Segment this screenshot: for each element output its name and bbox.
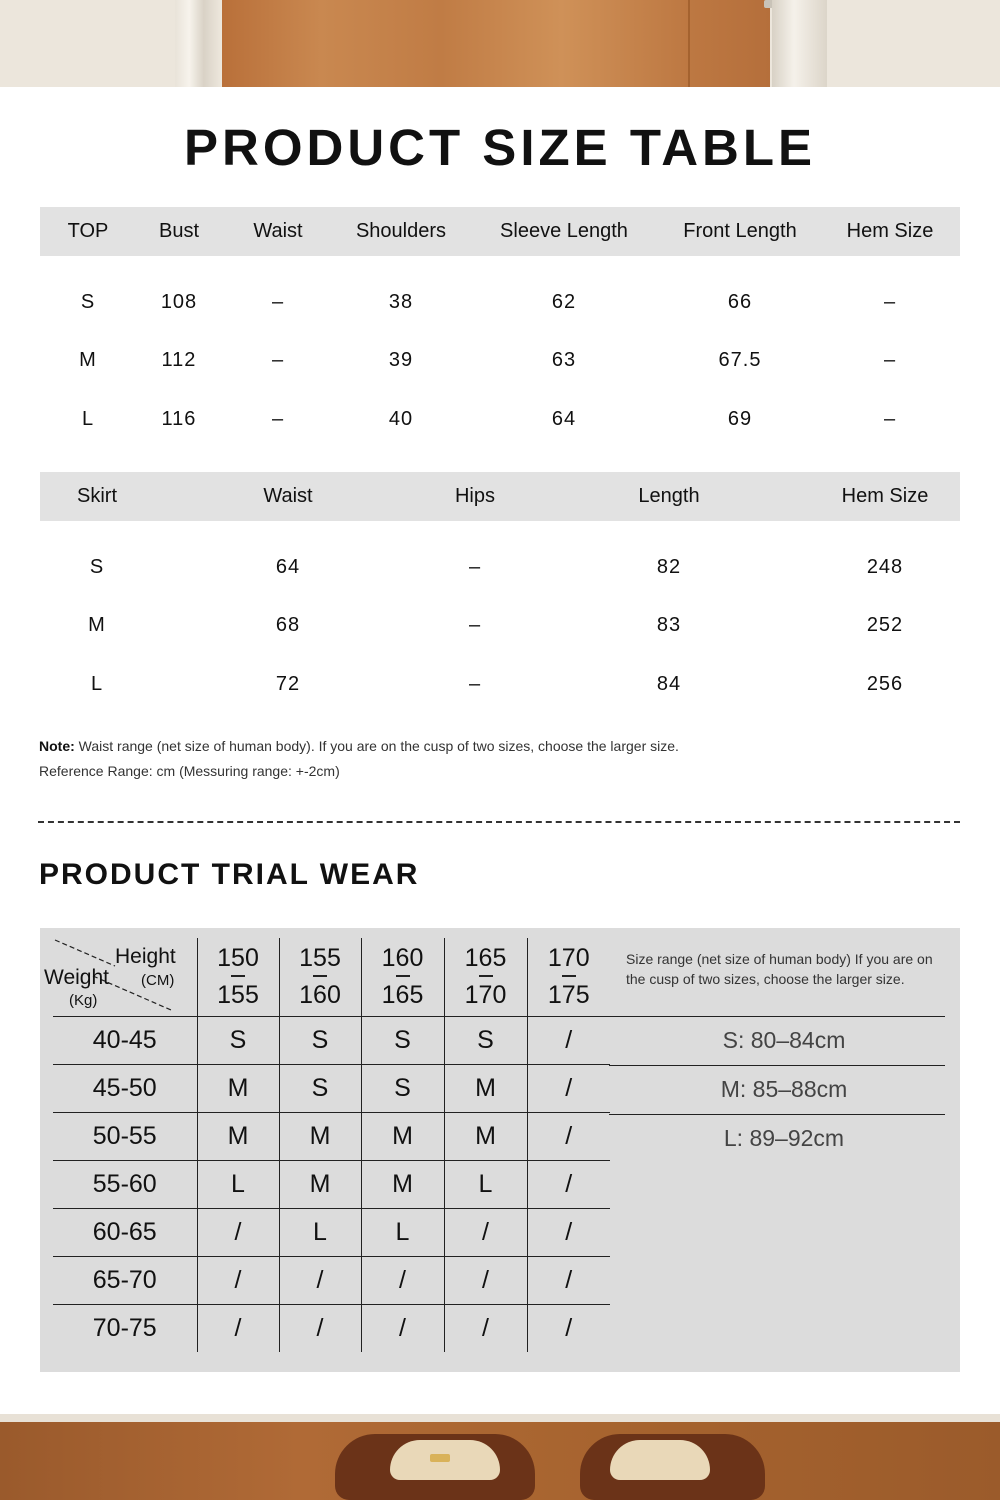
recommended-size-cell: / xyxy=(361,1305,444,1353)
recommended-size-cell: M xyxy=(444,1113,527,1161)
value-cell: 66 xyxy=(727,290,753,313)
recommended-size-cell: / xyxy=(197,1305,279,1353)
weight-range-cell: 55-60 xyxy=(53,1161,197,1209)
height-range-from: 160 xyxy=(381,944,424,973)
recommended-size-cell: L xyxy=(197,1161,279,1209)
header-cell: Sleeve Length xyxy=(468,207,660,256)
value-cell: – xyxy=(883,290,897,313)
table-row xyxy=(40,273,960,332)
recommended-size-cell: / xyxy=(279,1305,361,1353)
weight-row xyxy=(53,1305,610,1353)
shoe-buckle xyxy=(430,1454,450,1462)
value-cell: 72 xyxy=(275,672,301,695)
recommended-size-cell: S xyxy=(361,1065,444,1113)
header-cell: Hem Size xyxy=(810,472,960,521)
value-cell: 84 xyxy=(656,672,682,695)
value-cell: 82 xyxy=(656,555,682,578)
trial-wear-table xyxy=(44,938,610,1352)
value-cell: 256 xyxy=(866,672,904,695)
recommended-size-cell: L xyxy=(361,1209,444,1257)
height-range-header xyxy=(197,938,279,1017)
weight-range-cell: 65-70 xyxy=(53,1257,197,1305)
header-cell: Length xyxy=(528,472,810,521)
weight-range-cell: 70-75 xyxy=(92,1314,157,1342)
height-range-from: 170 xyxy=(547,944,590,973)
height-unit-label: (CM) xyxy=(141,972,175,989)
weight-row xyxy=(53,1017,610,1065)
recommended-size-cell: / xyxy=(527,1209,610,1257)
size-cell: S xyxy=(89,555,105,578)
height-range-to: 175 xyxy=(547,980,590,1009)
value-cell: 64 xyxy=(551,407,577,430)
recommended-size-cell: / xyxy=(527,1257,610,1305)
height-range-from: 150 xyxy=(217,944,259,973)
height-header-row xyxy=(53,938,610,1017)
recommended-size-cell: S xyxy=(361,1017,444,1065)
weight-unit-label: (Kg) xyxy=(69,992,98,1009)
note-text: Waist range (net size of human body). If you are on the cusp of two sizes, choose the larger size. xyxy=(74,738,679,754)
size-cell: S xyxy=(80,290,96,313)
side-divider xyxy=(609,1065,945,1066)
page-title: PRODUCT SIZE TABLE xyxy=(183,119,817,176)
table-row xyxy=(40,597,960,656)
recommended-size-cell: S xyxy=(279,1017,361,1065)
recommended-size-cell: M xyxy=(361,1113,444,1161)
value-cell: 67.5 xyxy=(718,349,762,372)
header-cell: Front Length xyxy=(660,207,820,256)
note-label: Note: xyxy=(39,738,75,754)
recommended-size-cell: M xyxy=(197,1065,279,1113)
size-cell: M xyxy=(88,614,106,637)
recommended-size-cell: M xyxy=(197,1113,279,1161)
door-frame-right xyxy=(772,0,827,87)
table-row xyxy=(40,390,960,449)
height-range-header xyxy=(361,938,444,1017)
loafer-shoe xyxy=(335,1434,535,1500)
header-cell: Shoulders xyxy=(334,207,468,256)
header-cell: Skirt xyxy=(40,472,154,521)
size-range-l: L: 89–92cm xyxy=(723,1125,845,1151)
wall-baseboard xyxy=(0,1414,1000,1422)
weight-row xyxy=(53,1065,610,1113)
weight-range-cell: 40-45 xyxy=(53,1017,197,1065)
height-range-header xyxy=(527,938,610,1017)
value-cell: 112 xyxy=(161,349,197,372)
top-photo-door xyxy=(0,0,1000,87)
recommended-size-cell: / xyxy=(527,1065,610,1113)
loafer-shoe xyxy=(580,1434,765,1500)
door-panel-line xyxy=(688,0,690,87)
height-range-from: 165 xyxy=(464,944,507,973)
corner-cell xyxy=(44,938,197,1017)
value-cell: 64 xyxy=(275,555,301,578)
recommended-size-cell: / xyxy=(197,1257,279,1305)
door-frame-left xyxy=(175,0,223,87)
height-range-from: 155 xyxy=(299,944,341,973)
value-cell: – xyxy=(883,407,897,430)
recommended-size-cell: M xyxy=(279,1113,361,1161)
value-cell: 248 xyxy=(866,555,904,578)
value-cell: 40 xyxy=(388,407,414,430)
weight-row xyxy=(53,1113,610,1161)
recommended-size-cell: / xyxy=(527,1161,610,1209)
value-cell: 39 xyxy=(388,349,414,372)
value-cell: 38 xyxy=(388,290,414,313)
height-axis-label: Height xyxy=(115,945,176,968)
value-cell: – xyxy=(468,614,482,637)
value-cell: – xyxy=(271,407,285,430)
weight-row xyxy=(53,1257,610,1305)
height-range-to: 155 xyxy=(217,980,259,1009)
size-range-m: M: 85–88cm xyxy=(720,1076,848,1102)
size-cell: L xyxy=(90,672,104,695)
height-range-header xyxy=(444,938,527,1017)
header-cell: TOP xyxy=(40,207,136,256)
recommended-size-cell: / xyxy=(444,1305,527,1353)
recommended-size-cell: M xyxy=(444,1065,527,1113)
reference-range-note: Reference Range: cm (Messuring range: +-2cm) xyxy=(39,763,340,779)
value-cell: 62 xyxy=(551,290,577,313)
header-cell: Hem Size xyxy=(820,207,960,256)
size-cell: L xyxy=(81,407,95,430)
value-cell: 83 xyxy=(656,614,682,637)
weight-range-cell: 50-55 xyxy=(53,1113,197,1161)
recommended-size-cell: / xyxy=(444,1257,527,1305)
top-size-table xyxy=(40,207,960,449)
recommended-size-cell: S xyxy=(279,1065,361,1113)
size-cell: M xyxy=(79,349,97,372)
skirt-size-table xyxy=(40,472,960,714)
recommended-size-cell: / xyxy=(527,1305,610,1353)
recommended-size-cell: / xyxy=(527,1113,610,1161)
height-range-header xyxy=(279,938,361,1017)
weight-range-cell: 60-65 xyxy=(53,1209,197,1257)
recommended-size-cell: S xyxy=(197,1017,279,1065)
header-cell: Hips xyxy=(422,472,528,521)
recommended-size-cell: M xyxy=(279,1161,361,1209)
value-cell: 63 xyxy=(551,349,577,372)
weight-row xyxy=(53,1209,610,1257)
value-cell: – xyxy=(271,349,285,372)
height-range-to: 160 xyxy=(299,980,341,1009)
table-row xyxy=(40,655,960,714)
size-range-s: S: 80–84cm xyxy=(722,1027,846,1053)
value-cell: 108 xyxy=(160,290,198,313)
trial-wear-title: PRODUCT TRIAL WEAR xyxy=(39,858,420,891)
table-row xyxy=(40,332,960,391)
value-cell: 69 xyxy=(727,407,753,430)
value-cell: 68 xyxy=(275,614,301,637)
value-cell: – xyxy=(883,349,897,372)
recommended-size-cell: S xyxy=(444,1017,527,1065)
recommended-size-cell: / xyxy=(197,1209,279,1257)
size-note xyxy=(39,738,679,754)
recommended-size-cell: / xyxy=(279,1257,361,1305)
recommended-size-cell: / xyxy=(361,1257,444,1305)
recommended-size-cell: L xyxy=(444,1161,527,1209)
recommended-size-cell: M xyxy=(361,1161,444,1209)
value-cell: – xyxy=(271,290,285,313)
height-range-to: 165 xyxy=(381,980,424,1009)
weight-range-cell: 45-50 xyxy=(53,1065,197,1113)
recommended-size-cell: L xyxy=(279,1209,361,1257)
recommended-size-cell: / xyxy=(444,1209,527,1257)
bottom-photo-shoes xyxy=(0,1414,1000,1500)
weight-row xyxy=(53,1161,610,1209)
header-cell: Bust xyxy=(136,207,222,256)
section-divider xyxy=(38,821,960,823)
skirt-table-header xyxy=(40,472,960,521)
height-range-to: 170 xyxy=(464,980,507,1009)
value-cell: – xyxy=(468,555,482,578)
header-cell: Waist xyxy=(154,472,422,521)
side-divider xyxy=(609,1114,945,1115)
recommended-size-cell: / xyxy=(527,1017,610,1065)
top-table-header xyxy=(40,207,960,256)
value-cell: 252 xyxy=(866,614,904,637)
shoe-vamp xyxy=(610,1440,710,1480)
size-range-note: Size range (net size of human body) If you are on the cusp of two sizes, choose the larger size. xyxy=(626,951,933,987)
side-divider xyxy=(609,1016,945,1017)
weight-axis-label: Weight xyxy=(44,966,109,989)
header-cell: Waist xyxy=(222,207,334,256)
value-cell: 116 xyxy=(161,407,197,430)
table-row xyxy=(40,538,960,597)
value-cell: – xyxy=(468,672,482,695)
